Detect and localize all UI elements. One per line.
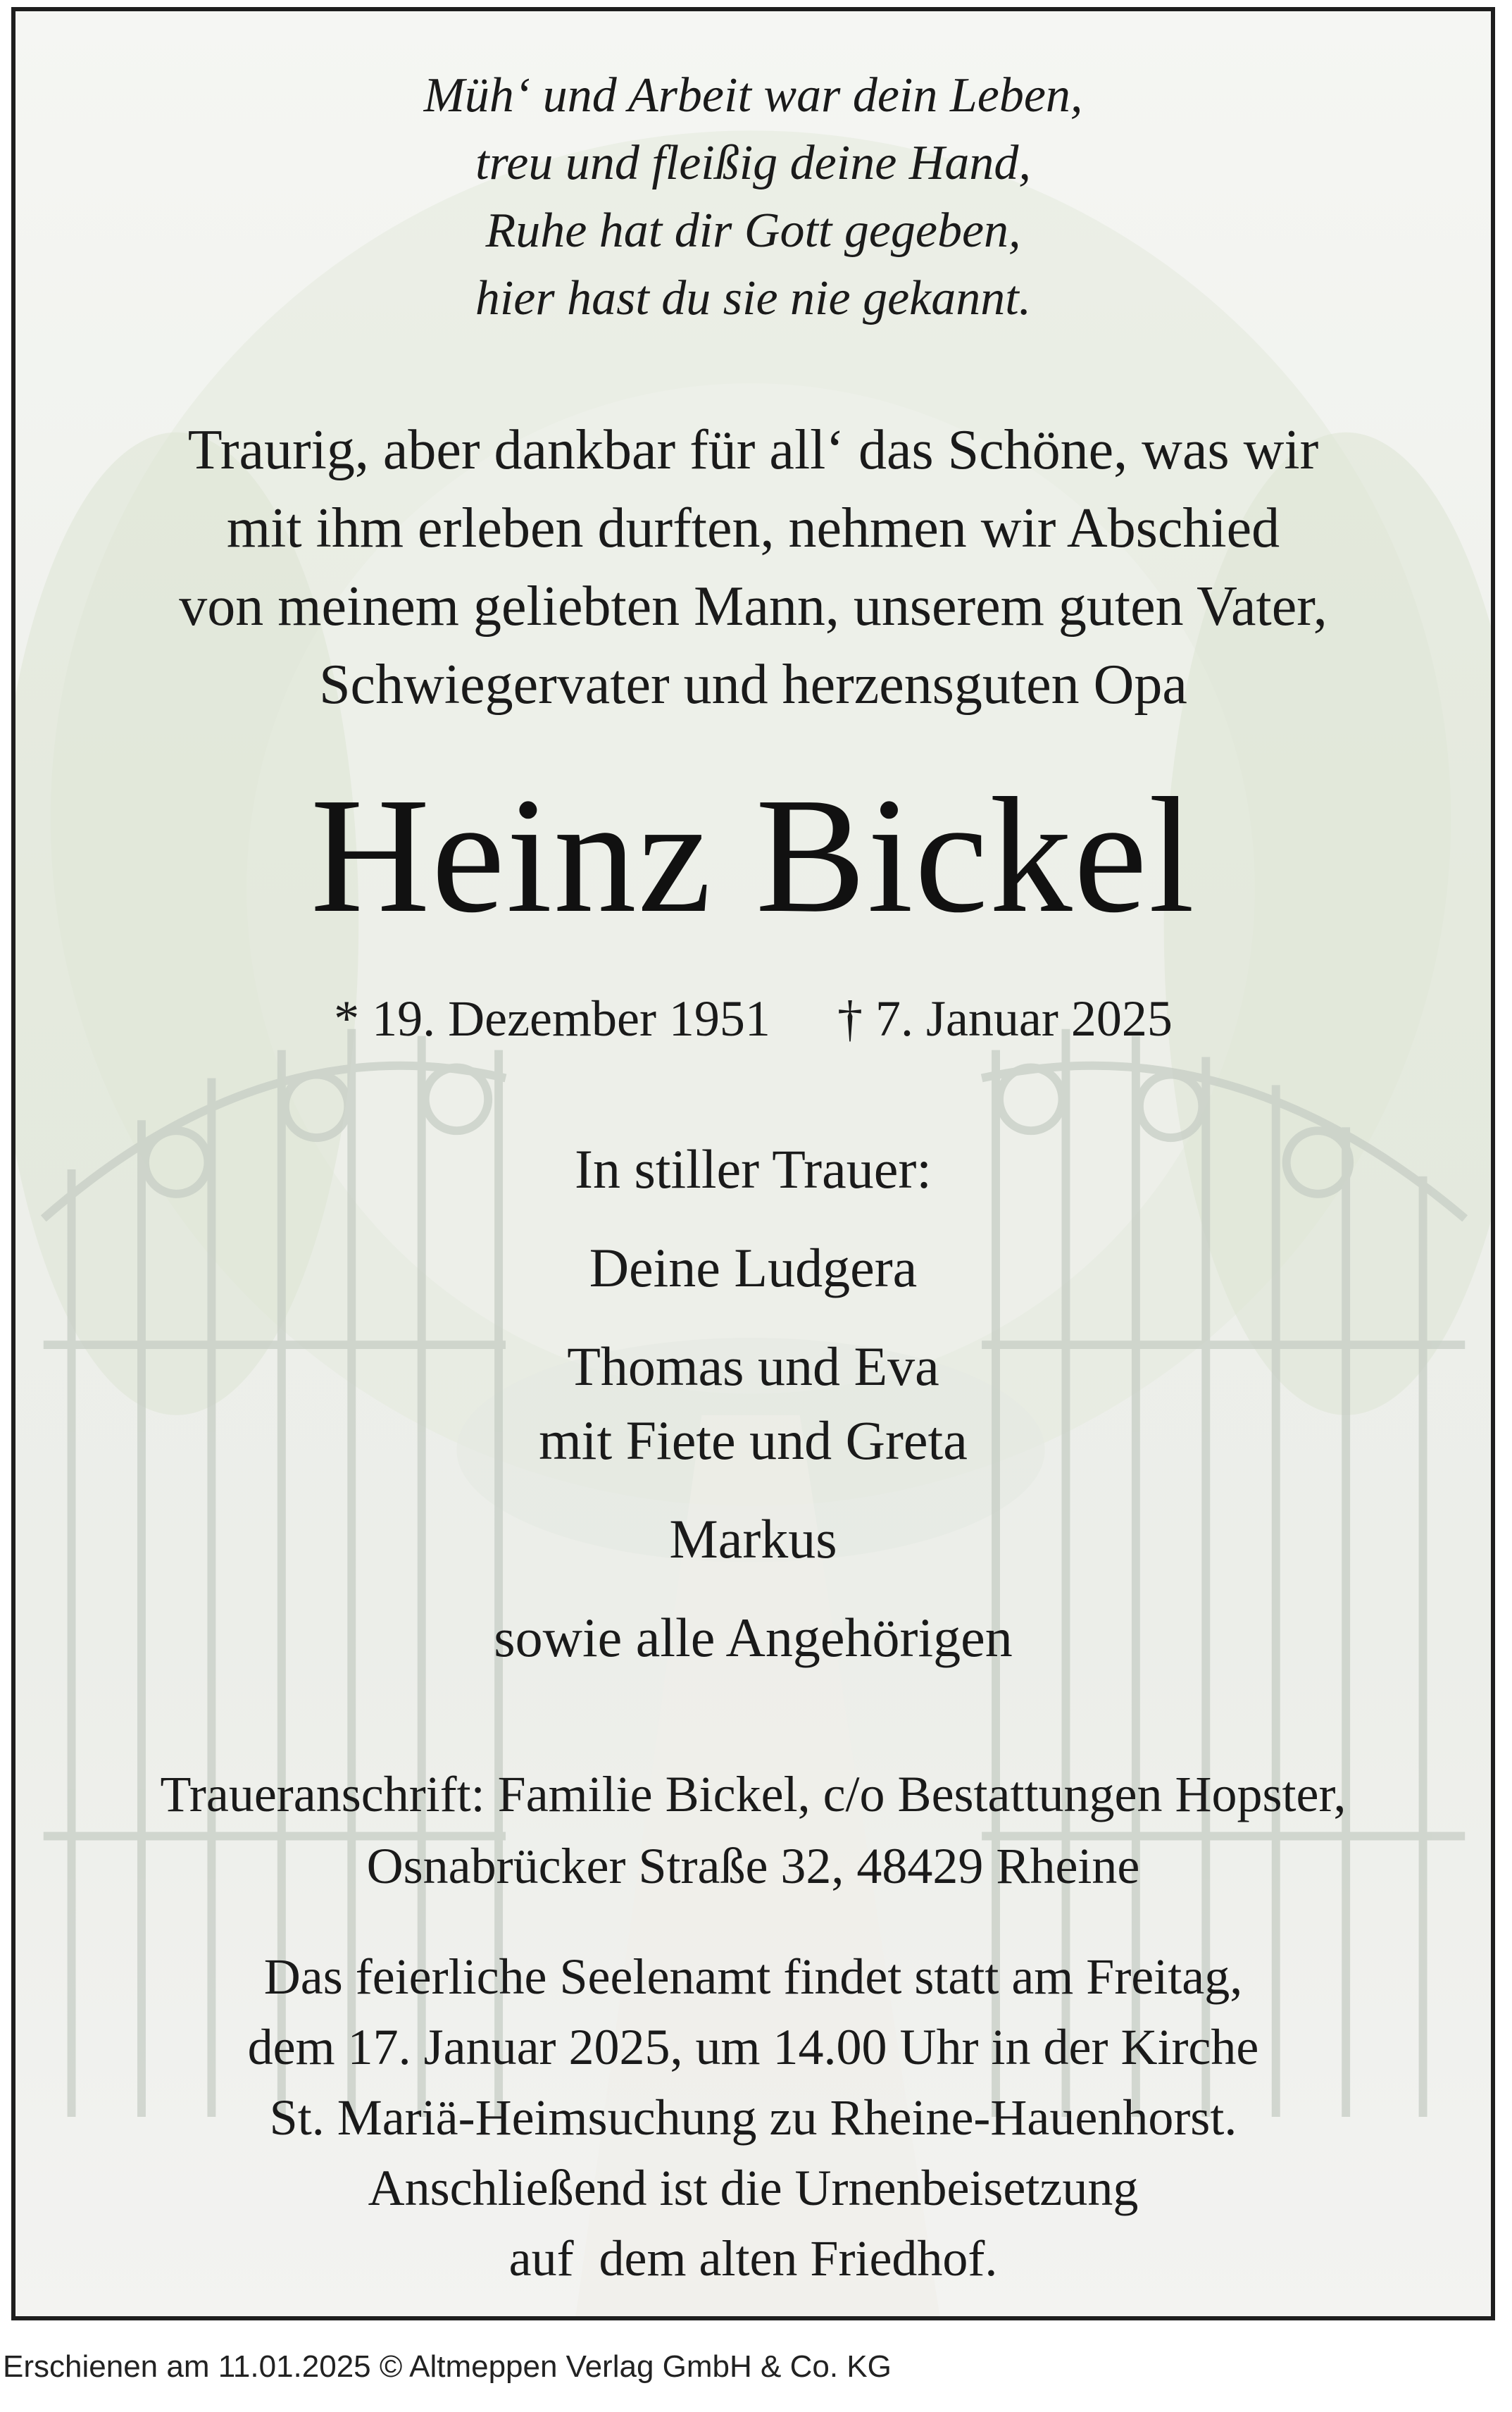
poem-line: treu und fleißig deine Hand,: [475, 136, 1031, 190]
mourner-child: Markus: [669, 1508, 837, 1569]
service-line: Das feierliche Seelenamt findet statt am Freitag,: [263, 1948, 1243, 2005]
publication-footer: Erschienen am 11.01.2025 © Altmeppen Verlag GmbH & Co. KG: [3, 2349, 892, 2384]
intro-text: [15, 411, 1491, 724]
poem-line: Ruhe hat dir Gott gegeben,: [485, 204, 1021, 258]
service-info: [15, 1941, 1491, 2294]
mourner-spouse: Deine Ludgera: [589, 1237, 918, 1298]
mourner-child: Thomas und Eva: [567, 1336, 939, 1397]
service-line: Anschließend ist die Urnenbeisetzung: [368, 2160, 1139, 2216]
intro-line: Schwiegervater und herzensguten Opa: [319, 654, 1187, 716]
address-line: Traueranschrift: Familie Bickel, c/o Bestattungen Hopster,: [160, 1766, 1347, 1822]
mourners-heading: In stiller Trauer:: [575, 1138, 932, 1200]
obituary-frame: [11, 7, 1495, 2320]
service-line: St. Mariä-Heimsuchung zu Rheine-Hauenhorst.: [269, 2089, 1237, 2146]
life-dates: [15, 983, 1491, 1054]
poem-line: Müh‘ und Arbeit war dein Leben,: [423, 68, 1083, 123]
mourner-grandchildren: mit Fiete und Greta: [539, 1410, 968, 1471]
intro-line: Traurig, aber dankbar für all‘ das Schöne, was wir: [187, 419, 1319, 481]
deceased-name: Heinz Bickel: [310, 764, 1197, 947]
death-date: † 7. Januar 2025: [837, 990, 1173, 1047]
obituary-content: [15, 11, 1491, 2316]
mourning-address: [15, 1758, 1491, 1902]
poem-line: hier hast du sie nie gekannt.: [475, 271, 1032, 325]
poem: [15, 62, 1491, 332]
birth-date: * 19. Dezember 1951: [334, 990, 770, 1047]
service-line: dem 17. Januar 2025, um 14.00 Uhr in der Kirche: [247, 2019, 1259, 2075]
service-line: auf dem alten Friedhof.: [508, 2230, 998, 2287]
intro-line: von meinem geliebten Mann, unserem guten Vater,: [179, 576, 1327, 638]
mourner-relatives: sowie alle Angehörigen: [494, 1607, 1013, 1668]
intro-line: mit ihm erleben durften, nehmen wir Abschied: [226, 497, 1280, 559]
address-line: Osnabrücker Straße 32, 48429 Rheine: [366, 1838, 1140, 1894]
